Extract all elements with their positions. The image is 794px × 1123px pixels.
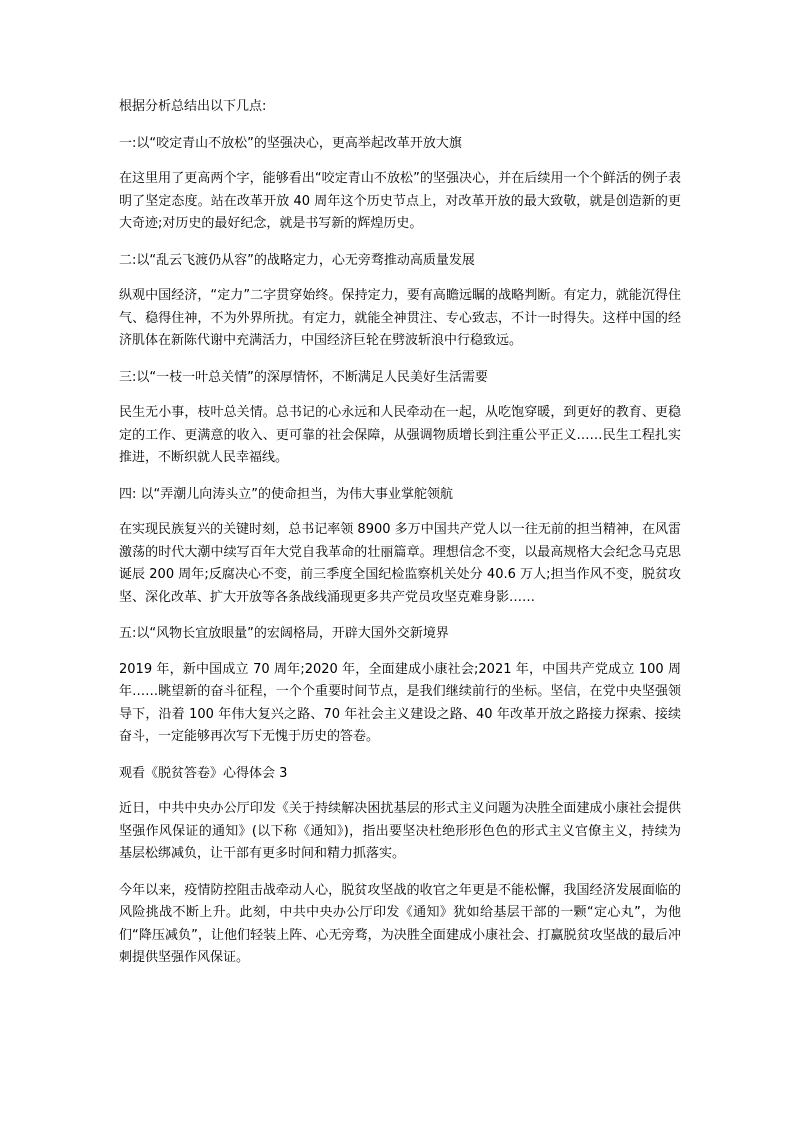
section-5-body: 2019 年，新中国成立 70 周年;2020 年，全面建成小康社会;2021 年，中国共产党成立 100 周年……眺望新的奋斗征程，一个个重要时间节点，是我们继续前行的坐标。坚信，在党中央坚强领导下，沿着 100 年伟大复兴之路、70 年社会主义建设之路、40 年改革开放之路接力探索、接续奋斗，一定能够再次写下无愧于历史的答卷。 <box>119 661 681 744</box>
essay-paragraph-1: 近日，中共中央办公厅印发《关于持续解决困扰基层的形式主义问题为决胜全面建成小康社会提供坚强作风保证的通知》(以下称《通知》)，指出要坚决杜绝形形色色的形式主义官僚主义，持续为基层松绑减负，让干部有更多时间和精力抓落实。 <box>119 801 681 861</box>
section-1-heading: 一:以“咬定青山不放松”的坚强决心，更高举起改革开放大旗 <box>119 135 462 151</box>
section-2-heading: 二:以“乱云飞渡仍从容”的战略定力，心无旁骛推动高质量发展 <box>119 252 475 268</box>
document-page <box>119 96 681 970</box>
section-3-body: 民生无小事，枝叶总关情。总书记的心永远和人民牵动在一起，从吃饱穿暖，到更好的教育、更稳定的工作、更满意的收入、更可靠的社会保障，从强调物质增长到注重公平正义……民生工程扎实推进，不断织就人民幸福线。 <box>119 405 681 465</box>
section-5-heading: 五:以“风物长宜放眼量”的宏阔格局，开辟大国外交新境界 <box>119 626 449 641</box>
section-3-heading: 三:以“一枝一叶总关情”的深厚情怀，不断满足人民美好生活需要 <box>119 369 488 385</box>
section-4-body: 在实现民族复兴的关键时刻，总书记率领 8900 多万中国共产党人以一往无前的担当精神，在风雷激荡的时代大潮中续写百年大党自我革命的壮丽篇章。理想信念不变，以最高规格大会纪念马克思诞辰 200 周年;反腐决心不变，前三季度全国纪检监察机关处分 40.6 万人;担当作风不变，脱贫攻坚、深化改革、扩大开放等各条战线涌现更多共产党员攻坚克难身影…… <box>119 522 681 605</box>
section-4-heading: 四: 以“弄潮儿向涛头立”的使命担当，为伟大事业掌舵领航 <box>119 486 453 502</box>
section-1-body: 在这里用了更高两个字，能够看出“咬定青山不放松”的坚强决心，并在后续用一个个鲜活的例子表明了坚定态度。站在改革开放 40 周年这个历史节点上，对改革开放的最大致敬，就是创造新的更大奇迹;对历史的最好纪念，就是书写新的辉煌历史。 <box>119 171 681 231</box>
intro-line: 根据分析总结出以下几点: <box>119 99 267 114</box>
essay-paragraph-2: 今年以来，疫情防控阻击战牵动人心，脱贫攻坚战的收官之年更是不能松懈，我国经济发展面临的风险挑战不断上升。此刻，中共中央办公厅印发《通知》犹如给基层干部的一颗“定心丸”，为他们“降压减负”，让他们轻装上阵、心无旁骛，为决胜全面建成小康社会、打赢脱贫攻坚战的最后冲刺提供坚强作风保证。 <box>119 882 681 965</box>
section-2-body: 纵观中国经济，“定力”二字贯穿始终。保持定力，要有高瞻远瞩的战略判断。有定力，就能沉得住气、稳得住神，不为外界所扰。有定力，就能全神贯注、专心致志，不计一时得失。这样中国的经济肌体在新陈代谢中充满活力，中国经济巨轮在劈波斩浪中行稳致远。 <box>119 288 681 348</box>
essay-title: 观看《脱贫答卷》心得体会 3 <box>119 765 288 781</box>
